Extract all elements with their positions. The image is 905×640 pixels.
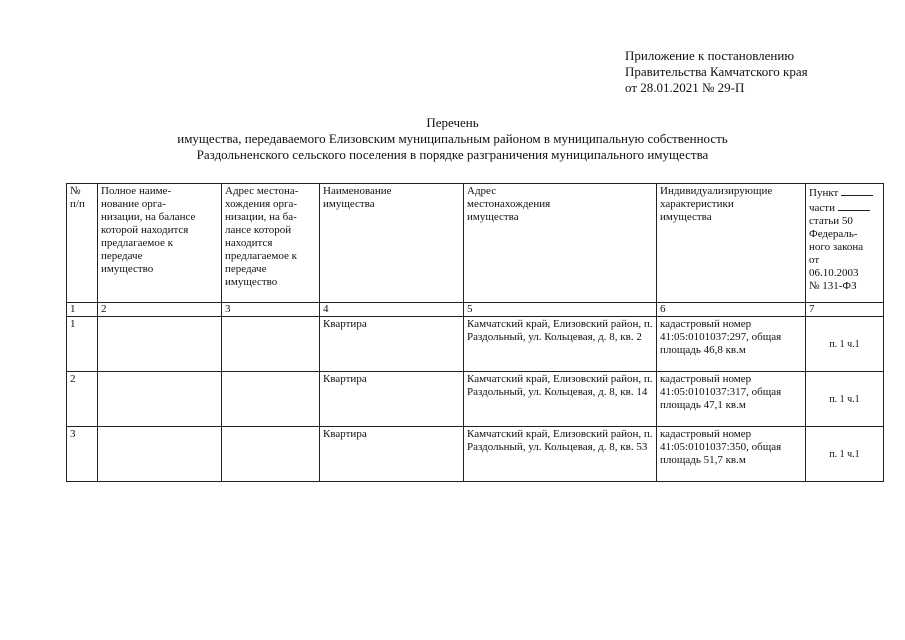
table-row <box>67 317 884 372</box>
row-property-address: Камчатский край, Елизовский район, п. Раздольный, ул. Кольцевая, д. 8, кв. 53 <box>464 427 657 482</box>
table-row <box>67 427 884 482</box>
appendix-line-3: от 28.01.2021 № 29-П <box>625 80 745 95</box>
row-organization-address <box>222 317 320 372</box>
header-property-address: Адрес местонахождения имущества <box>464 184 657 303</box>
column-number: 6 <box>657 303 806 317</box>
row-number: 3 <box>67 427 98 482</box>
row-organization-address <box>222 372 320 427</box>
document-title: Перечень <box>426 115 479 130</box>
header-organization-address: Адрес местона- хождения орга- низации, на ба- лансе которой находится предлагаемое к передаче имущество <box>222 184 320 303</box>
row-law-article: п. 1 ч.1 <box>806 317 884 372</box>
header-characteristics: Индивидуализирующие характеристики имущества <box>657 184 806 303</box>
column-number: 2 <box>98 303 222 317</box>
row-number: 2 <box>67 372 98 427</box>
header-number: № п/п <box>67 184 98 303</box>
column-number: 3 <box>222 303 320 317</box>
row-organization <box>98 427 222 482</box>
row-property-name: Квартира <box>320 427 464 482</box>
row-law-article: п. 1 ч.1 <box>806 427 884 482</box>
table-header-row <box>67 184 884 303</box>
row-characteristics: кадастровый номер 41:05:0101037:317, общая площадь 47,1 кв.м <box>657 372 806 427</box>
column-numbers-row <box>67 303 884 317</box>
row-number: 1 <box>67 317 98 372</box>
row-organization-address <box>222 427 320 482</box>
row-property-name: Квартира <box>320 372 464 427</box>
appendix-line-2: Правительства Камчатского края <box>625 64 808 79</box>
row-characteristics: кадастровый номер 41:05:0101037:350, общая площадь 51,7 кв.м <box>657 427 806 482</box>
row-property-name: Квартира <box>320 317 464 372</box>
document-subtitle-line-1: имущества, передаваемого Елизовским муниципальным районом в муниципальную собственность <box>177 131 728 146</box>
appendix-note <box>622 48 808 96</box>
column-number: 4 <box>320 303 464 317</box>
row-characteristics: кадастровый номер 41:05:0101037:297, общая площадь 46,8 кв.м <box>657 317 806 372</box>
column-number: 1 <box>67 303 98 317</box>
header-property-name: Наименование имущества <box>320 184 464 303</box>
row-organization <box>98 317 222 372</box>
row-law-article: п. 1 ч.1 <box>806 372 884 427</box>
row-property-address: Камчатский край, Елизовский район, п. Раздольный, ул. Кольцевая, д. 8, кв. 2 <box>464 317 657 372</box>
appendix-line-1: Приложение к постановлению <box>625 48 795 63</box>
column-number: 5 <box>464 303 657 317</box>
document-subtitle-line-2: Раздольненского сельского поселения в порядке разграничения муниципального имущества <box>196 147 709 162</box>
row-organization <box>98 372 222 427</box>
header-law-article: Пункт части статьи 50 Федераль- ного закона от 06.10.2003 № 131-ФЗ <box>806 184 884 303</box>
row-property-address: Камчатский край, Елизовский район, п. Раздольный, ул. Кольцевая, д. 8, кв. 14 <box>464 372 657 427</box>
column-number: 7 <box>806 303 884 317</box>
document-heading <box>0 115 905 163</box>
property-table <box>66 183 884 482</box>
table-row <box>67 372 884 427</box>
header-organization: Полное наиме- нование орга- низации, на балансе которой находится предлагаемое к передаче имущество <box>98 184 222 303</box>
